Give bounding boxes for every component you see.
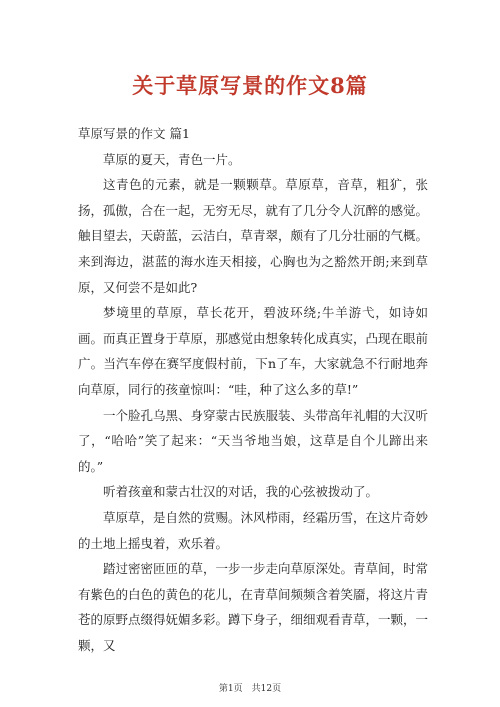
paragraph-5: 听着孩童和蒙古壮汉的对话，我的心弦被拨动了。 [103,484,379,500]
document-title: 关于草原写景的作文8篇 [132,73,368,98]
paragraph-3: 梦境里的草原，草长花开，碧波环绕;牛羊游弋，如诗如画。而真正置身于草原，那感觉由想象转化成真实，凸现在眼前广。当汽车停在赛罕度假村前，下n了车，大家就急不行耐地奔向草原，同行的孩童惊叫：“哇，种了这么多的草!” [78,305,429,397]
page-number-footer: 第1页 共12页 [218,684,282,694]
section-subheading: 草原写景的作文 篇1 [78,126,190,141]
paragraph-4: 一个脸孔乌黑、身穿蒙古民族服装、头带高年礼帽的大汉听了，“哈哈”笑了起来：“天当爷地当娘，这草是自个儿蹄出来的。” [78,407,429,474]
paragraph-1: 草原的夏天，青色一片。 [103,151,241,167]
paragraph-7: 踏过密密匝匝的草，一步一步走向草原深处。青草间，时常有紫色的白色的黄色的花儿，在青草间频频含着笑靥，将这片青苍的原野点缀得妩媚多彩。蹲下身子，细细观看青草，一颗，一颗，又 [78,561,429,653]
paragraph-2: 这青色的元素，就是一颗颗草。草原草，音草，粗犷，张扬，孤傲，合在一起，无穷无尽，就有了几分令人沉醉的感觉。触目望去，天蔚蓝，云洁白，草青翠，颇有了几分壮丽的气概。来到海边，湛蓝的海水连天相接，心胸也为之豁然开朗;来到草原，又何尝不是如此? [78,177,429,295]
article-body [78,121,428,658]
paragraph-6: 草原草，是自然的赏赐。沐风栉雨，经霜历雪，在这片奇妙的土地上摇曳着，欢乐着。 [78,509,429,551]
